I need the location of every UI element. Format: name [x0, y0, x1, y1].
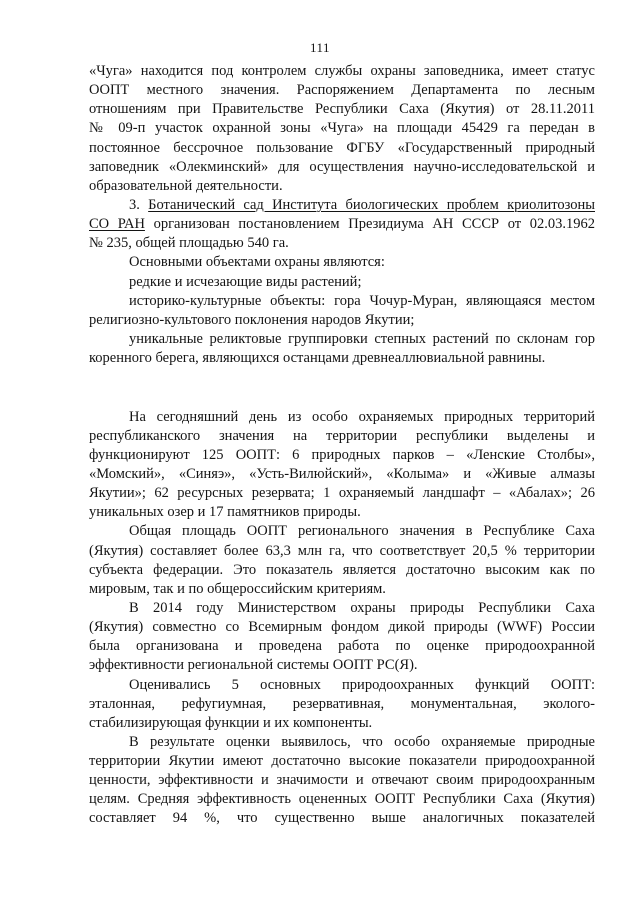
- text-line: уникальных озер и 17 памятников природы.: [89, 504, 361, 521]
- text-line: [89, 196, 595, 215]
- paragraph-botanical-garden: [89, 196, 595, 253]
- text-line: Оценивались 5 основных природоохранных функций ООПТ:: [129, 676, 595, 693]
- text-line: (Якутия) совместно со Всемирным фондом дикой природы (WWF) России: [89, 619, 595, 636]
- text-line: Основными объектами охраны являются:: [129, 254, 385, 271]
- text-line: коренного берега, являющихся останцами древнеаллювиальной равнины.: [89, 350, 546, 367]
- paragraph-wwf-assessment: [89, 599, 595, 676]
- text-line: ценности, эффективности и значимости и отвечают своим природоохранным: [89, 772, 595, 789]
- paragraph-functions-evaluated: [89, 676, 595, 733]
- heading-line: [89, 388, 595, 407]
- paragraph-oopt-count: [89, 408, 595, 523]
- text-line: «Момский», «Синяэ», «Усть-Вилюйский», «Колыма» и «Живые алмазы: [89, 465, 595, 482]
- list-number: 3.: [129, 196, 149, 213]
- page-body: [89, 62, 595, 829]
- paragraph-protection-objects-intro: [89, 253, 595, 272]
- text-line: (Якутия) составляет более 63,3 млн га, что соответствует 20,5 % территории: [89, 542, 595, 559]
- text-line: эффективности региональной системы ООПТ РС(Я).: [89, 657, 418, 674]
- text-line: составляет 94 %, что существенно выше аналогичных показателей: [89, 810, 595, 827]
- text-line: эталонная, рефугиумная, резервативная, монументальная, эколого-: [89, 695, 595, 712]
- text-line: республиканского значения на территории республики выделены и: [89, 427, 595, 444]
- text-line: Общая площадь ООПТ регионального значения в Республике Саха: [129, 523, 595, 540]
- text-line: функционируют 125 ООПТ: 6 природных парков – «Ленские Столбы»,: [89, 446, 595, 463]
- heading-line: [89, 369, 595, 388]
- paragraph-assessment-results: [89, 733, 595, 829]
- text-fragment: организован постановлением Президиума АН СССР от 02.03.1962: [144, 216, 595, 233]
- text-line: заповедник «Олекминский» для осуществления научно-исследовательской и: [89, 158, 595, 175]
- text-line: была организована и проведена работа по оценке природоохранной: [89, 638, 595, 655]
- text-line: целям. Средняя эффективность оцененных ООПТ Республики Саха (Якутия): [89, 791, 595, 808]
- paragraph-total-area: [89, 522, 595, 599]
- text-line: В результате оценки выявилось, что особо охраняемые природные: [129, 733, 595, 750]
- page-number: 111: [309, 40, 331, 55]
- text-line: На сегодняшний день из особо охраняемых природных территорий: [129, 408, 595, 425]
- text-line: ООПТ местного значения. Распоряжением Департамента по лесным: [89, 82, 595, 99]
- text-line: стабилизирующая функции и их компоненты.: [89, 714, 373, 731]
- text-line: постоянное бессрочное пользование ФГБУ «Государственный природный: [89, 139, 595, 156]
- paragraph-rare-plants: [89, 273, 595, 292]
- text-line: «Чуга» находится под контролем службы охраны заповедника, имеет статус: [89, 63, 595, 79]
- text-line: В 2014 году Министерством охраны природы Республики Саха: [129, 599, 595, 616]
- paragraph-cultural-objects: [89, 292, 595, 330]
- text-line: образовательной деятельности.: [89, 177, 283, 194]
- text-line: историко-культурные объекты: гора Чочур-Муран, являющаяся местом: [129, 292, 595, 309]
- text-line: религиозно-культового поклонения народов Якутии;: [89, 311, 415, 328]
- underlined-institution-name-cont: СО РАН: [89, 216, 145, 233]
- paragraph-chuga-status: [89, 62, 595, 196]
- text-line: уникальные реликтовые группировки степных растений по склонам гор: [129, 330, 595, 347]
- text-line: Якутии»; 62 ресурсных резервата; 1 охраняемый ландшафт – «Абалах»; 26: [89, 485, 595, 502]
- text-line: [89, 215, 595, 234]
- section-heading: [89, 369, 595, 407]
- paragraph-relict-steppe: [89, 330, 595, 368]
- underlined-institution-name: Ботанический сад Института биологических проблем криолитозоны: [148, 196, 595, 213]
- text-line: № 235, общей площадью 540 га.: [89, 235, 289, 252]
- text-line: территории Якутии имеют достаточно высокие показатели природоохранной: [89, 753, 595, 770]
- text-line: субъекта федерации. Это показатель является достаточно высоким как по: [89, 561, 595, 578]
- text-line: № 09-п участок охранной зоны «Чуга» на площади 45429 га передан в: [89, 120, 595, 137]
- text-line: отношениям при Правительстве Республики Саха (Якутия) от 28.11.2011: [89, 101, 595, 118]
- text-line: мировым, так и по общероссийским критериям.: [89, 580, 386, 597]
- text-line: редкие и исчезающие виды растений;: [129, 273, 362, 290]
